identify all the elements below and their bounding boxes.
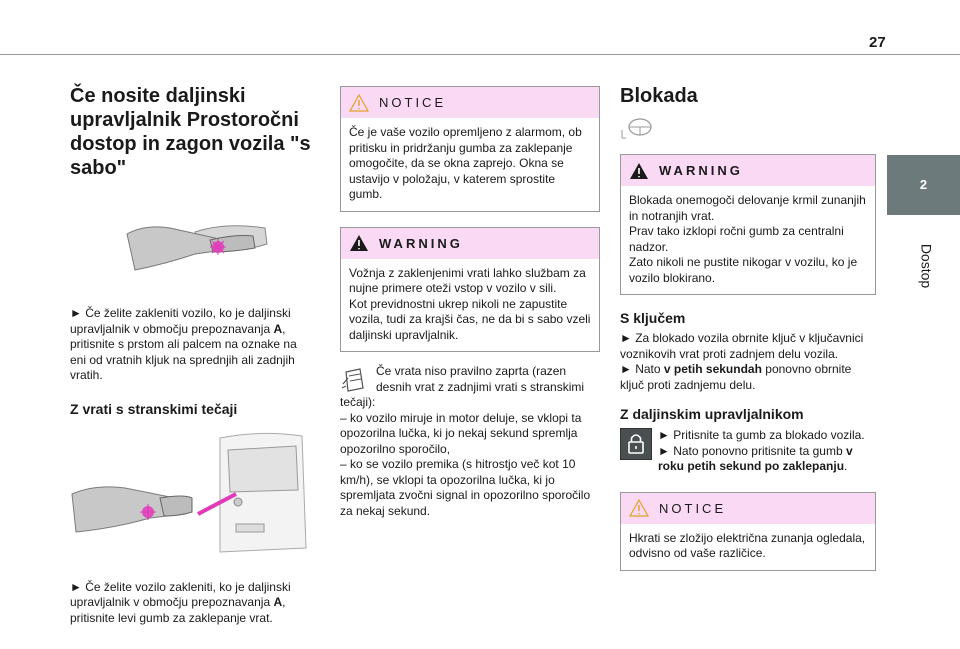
notice-text: Hkrati se zložijo električna zunanja ogledala, odvisno od vaše različice. bbox=[629, 530, 866, 560]
warning-text-2: Prav tako izklopi ročni gumb za centralni nadzor. bbox=[629, 224, 844, 254]
info-text-2: – ko vozilo miruje in motor deluje, se vklopi ta opozorilna lučka, ki jo nekaj sekund spremlja opozorilno sporočilo, bbox=[340, 410, 582, 456]
subtitle-side-hinged: Z vrati s stranskimi tečaji bbox=[70, 400, 238, 417]
lock-instruction-1: ► Če želite zakleniti vozilo, ko je daljinski upravljalnik v območju prepoznavanja A, pritisnite s prstom ali palcem na oznake na eni od vratnih kljuk na sprednjih ali zadnjih vratih. bbox=[70, 306, 297, 382]
key-instruction-2: ► Nato v petih sekundah ponovno obrnite ključ proti zadnjemu delu. bbox=[620, 362, 852, 392]
subtitle-remote: Z daljinskim upravljalnikom bbox=[620, 406, 804, 422]
door-handle-illustration bbox=[125, 214, 285, 284]
key-instruction-1: ► Za blokado vozila obrnite ključ v ključavnici voznikovih vrat proti zadnjem delu vozila. bbox=[620, 331, 864, 361]
subtitle-key: S ključem bbox=[620, 310, 686, 326]
column-1 bbox=[70, 84, 315, 626]
notice-triangle-icon bbox=[349, 94, 369, 112]
remote-instructions bbox=[620, 428, 876, 475]
notice-text: Če je vaše vozilo opremljeno z alarmom, ob pritisku in pridržanju gumba za zaklepanje omogočite, da se okna zaprejo. Okna se ustavijo v položaju, v katerem sprostite gumb. bbox=[349, 125, 582, 201]
steering-wheel-icon bbox=[620, 116, 654, 140]
info-text-1: Če vrata niso pravilno zaprta (razen desnih vrat z zadnjimi vrati s stranskimi tečaji): bbox=[340, 364, 585, 409]
lock-button-icon bbox=[620, 428, 652, 460]
notice-title: NOTICE bbox=[379, 95, 447, 110]
section-title-blokada: Blokada bbox=[620, 85, 698, 107]
warning-box bbox=[340, 227, 600, 353]
section-title: Če nosite daljinski upravljalnik Prostoročni dostop in zagon vozila "s sabo" bbox=[70, 85, 311, 179]
column-2 bbox=[340, 86, 600, 519]
lock-instruction-2: ► Če želite vozilo zakleniti, ko je daljinski upravljalnik v območju prepoznavanja A, pritisnite levi gumb za zaklepanje vrat. bbox=[70, 579, 291, 625]
warning-title: WARNING bbox=[379, 235, 463, 251]
open-door-warning-icon bbox=[340, 366, 368, 394]
warning-text-1: Vožnja z zaklenjenimi vrati lahko službam za nujne primere oteži vstop v vozilo v sili. bbox=[349, 265, 586, 295]
remote-instruction-1: ► Pritisnite ta gumb za blokado vozila. bbox=[658, 428, 865, 442]
remote-instruction-2: ► Nato ponovno pritisnite ta gumb v roku petih sekund po zaklepanju. bbox=[658, 443, 853, 473]
chapter-tab-label: Dostop bbox=[918, 243, 935, 289]
info-text-3: – ko se vozilo premika (s hitrostjo več kot 10 km/h), se vklopi ta opozorilna lučka, ki jo spremljata zvočni signal in opozorilno sporočilo za nekaj sekund. bbox=[340, 457, 591, 518]
page-number: 27 bbox=[869, 34, 886, 51]
warning-text-2: Kot previdnostni ukrep nikoli ne zapustite vozila, tudi za krajši čas, ne da bi s sabo vzeli daljinski upravljalnik. bbox=[349, 296, 591, 342]
warning-text-3: Zato nikoli ne pustite nikogar v vozilu, ko je vozilo blokirano. bbox=[629, 255, 858, 285]
notice-box bbox=[340, 86, 600, 212]
chapter-tab[interactable]: 2 bbox=[887, 155, 960, 215]
notice-triangle-icon bbox=[629, 499, 649, 517]
column-3 bbox=[620, 84, 876, 571]
door-open-info bbox=[340, 364, 595, 519]
notice-box-mirrors bbox=[620, 492, 876, 571]
warning-box-blokada bbox=[620, 154, 876, 295]
warning-triangle-icon bbox=[629, 162, 649, 180]
rear-door-illustration bbox=[70, 428, 310, 558]
warning-triangle-icon bbox=[349, 234, 369, 252]
warning-text-1: Blokada onemogoči delovanje krmil zunanjih in notranjih vrat. bbox=[629, 193, 866, 223]
notice-title: NOTICE bbox=[659, 500, 727, 516]
warning-title: WARNING bbox=[659, 163, 743, 178]
header-rule bbox=[0, 54, 960, 55]
